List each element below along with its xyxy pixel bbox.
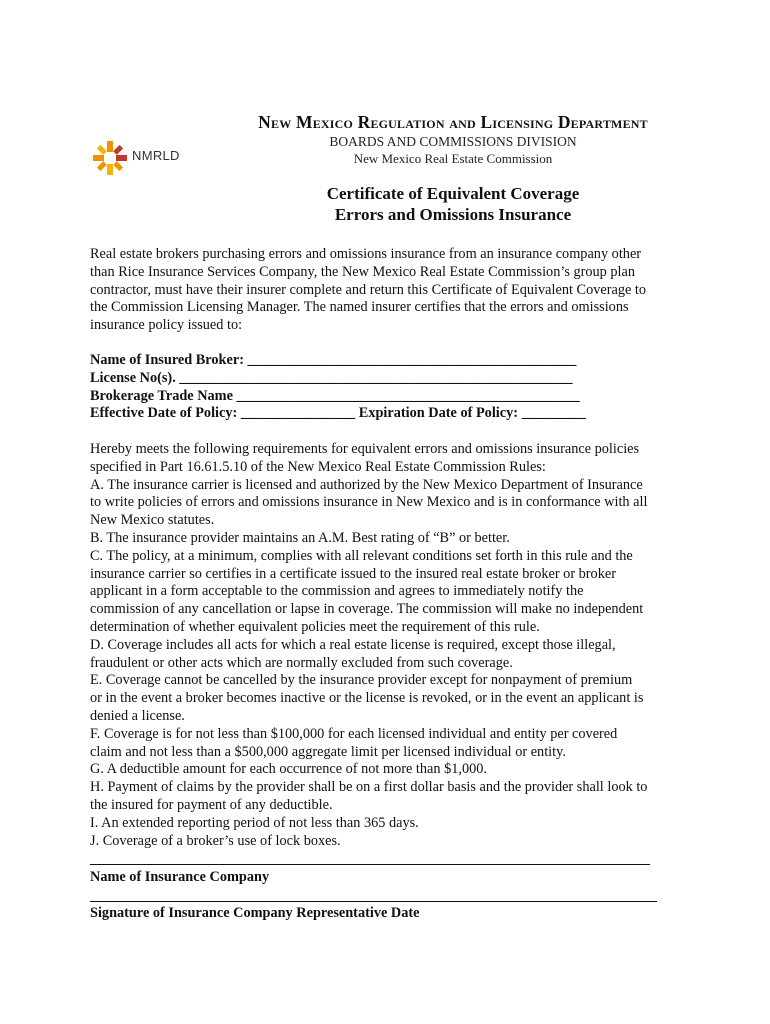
requirement-line: H. Payment of claims by the provider shall be on a first dollar basis and the provider shall look to (90, 779, 648, 796)
requirement-line: denied a license. (90, 707, 185, 724)
policy-dates-field[interactable]: Effective Date of Policy: ________________ Expiration Date of Policy: _________ (90, 405, 586, 422)
requirement-line: C. The policy, at a minimum, complies with all relevant conditions set forth in this rule and the (90, 547, 633, 564)
requirement-line: claim and not less than a $500,000 aggregate limit per licensed individual or entity. (90, 743, 566, 760)
requirement-line: determination of whether equivalent policies meet the requirement of this rule. (90, 618, 540, 635)
intro-line: contractor, must have their insurer complete and return this Certificate of Equivalent Coverage to (90, 281, 647, 298)
requirement-line: F. Coverage is for not less than $100,000 for each licensed individual and entity per covered (90, 725, 618, 742)
representative-signature-line[interactable] (90, 901, 657, 902)
requirement-line: commission of any cancellation or lapse in coverage. The commission will make no independent (90, 601, 644, 618)
intro-line: insurance policy issued to: (90, 317, 243, 334)
intro-paragraph (90, 246, 690, 335)
title-line-1: Certificate of Equivalent Coverage (326, 184, 580, 203)
requirement-line: D. Coverage includes all acts for which a real estate license is required, except those illegal, (90, 636, 616, 653)
logo-wordmark: NMRLD (132, 148, 180, 163)
division-name: BOARDS AND COMMISSIONS DIVISION (329, 134, 577, 149)
requirement-line: J. Coverage of a broker’s use of lock boxes. (90, 832, 341, 849)
brokerage-trade-name-field[interactable]: Brokerage Trade Name ________________________________________________ (90, 387, 580, 404)
requirement-line: to write policies of errors and omissions insurance in New Mexico and is in conformance with all (90, 494, 648, 511)
requirement-line: New Mexico statutes. (90, 512, 215, 529)
requirement-line: applicant in a form acceptable to the commission and agrees to immediately notify the (90, 583, 584, 600)
requirement-line: the insured for payment of any deductible. (90, 796, 333, 813)
commission-name: New Mexico Real Estate Commission (353, 151, 553, 166)
intro-line: than Rice Insurance Services Company, the New Mexico Real Estate Commission’s group plan (90, 263, 636, 280)
insurance-company-label: Name of Insurance Company (90, 869, 270, 885)
requirement-line: insurance carrier so certifies in a certificate issued to the insured real estate broker or broker (90, 565, 616, 582)
letterhead (200, 111, 706, 168)
requirements-list (90, 441, 690, 850)
requirement-line: A. The insurance carrier is licensed and authorized by the New Mexico Department of Insurance (90, 476, 643, 493)
insurance-company-signature-line[interactable] (90, 864, 650, 865)
representative-signature-label: Signature of Insurance Company Representative Date (90, 905, 420, 921)
department-name: New Mexico Regulation and Licensing Department (258, 112, 648, 132)
requirement-line: E. Coverage cannot be cancelled by the insurance provider except for nonpayment of premium (90, 672, 633, 689)
intro-line: the Commission Licensing Manager. The named insurer certifies that the errors and omissions (90, 299, 629, 316)
certificate-title (0, 183, 770, 225)
requirement-line: specified in Part 16.61.5.10 of the New Mexico Real Estate Commission Rules: (90, 458, 546, 475)
insured-broker-field[interactable]: Name of Insured Broker: ______________________________________________ (90, 352, 577, 368)
intro-line: Real estate brokers purchasing errors and omissions insurance from an insurance company other (90, 246, 642, 262)
requirement-line: I. An extended reporting period of not less than 365 days. (90, 814, 419, 831)
policy-fields (90, 352, 690, 423)
requirement-line: Hereby meets the following requirements for equivalent errors and omissions insurance policies (90, 441, 640, 457)
title-line-2: Errors and Omissions Insurance (334, 205, 572, 224)
requirement-line: or in the event a broker becomes inactive or the license is revoked, or in the event an applicant is (90, 690, 644, 707)
requirement-line: fraudulent or other acts which are normally excluded from such coverage. (90, 654, 513, 671)
requirement-line: G. A deductible amount for each occurrence of not more than $1,000. (90, 761, 488, 778)
requirement-line: B. The insurance provider maintains an A.M. Best rating of “B” or better. (90, 529, 510, 546)
license-number-field[interactable]: License No(s). _______________________________________________________ (90, 369, 573, 386)
sunburst-icon (90, 138, 130, 178)
nmrld-logo (90, 138, 210, 178)
